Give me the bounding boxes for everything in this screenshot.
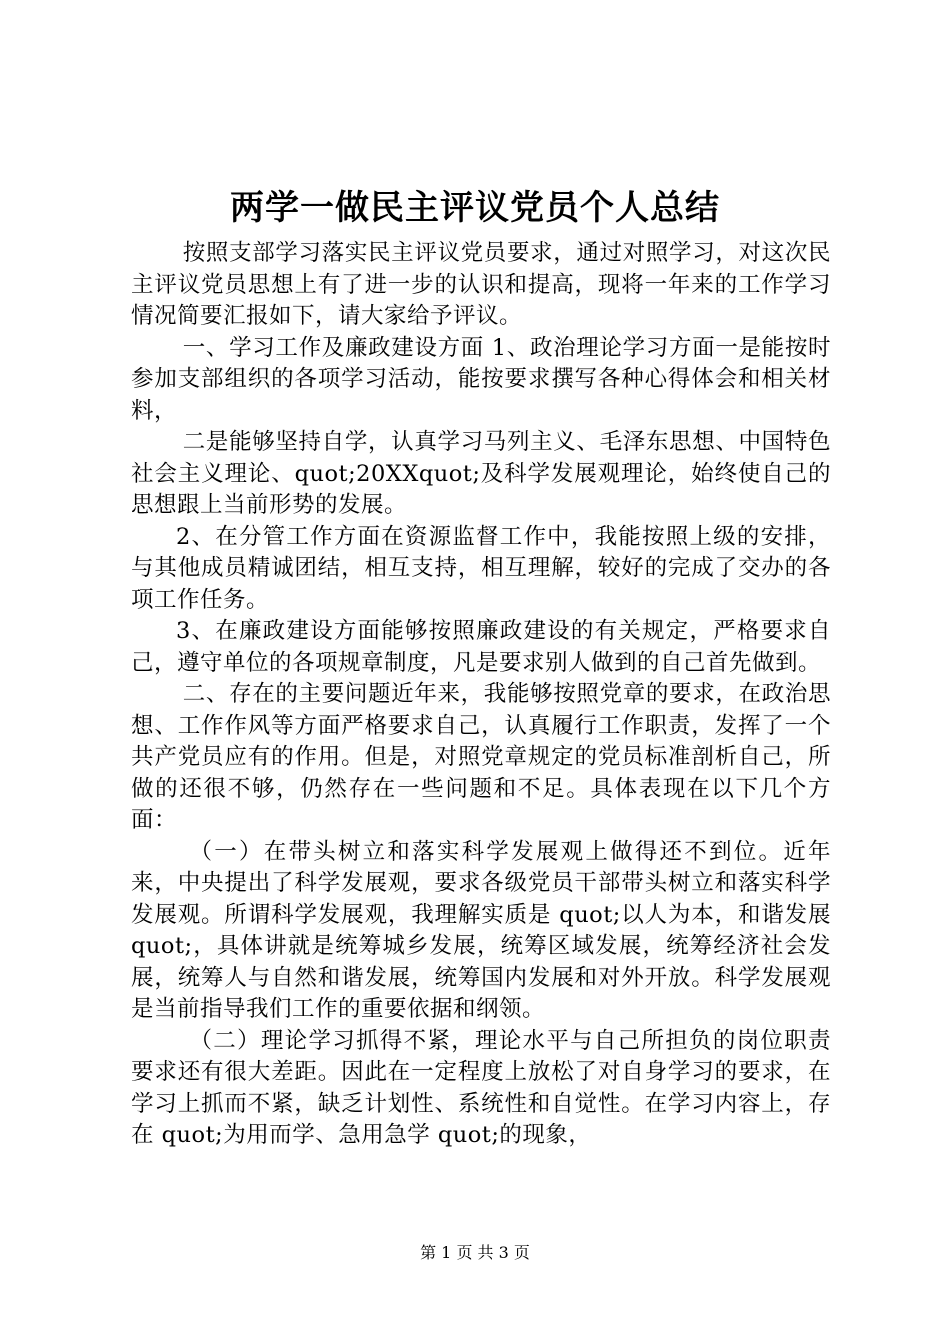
page-footer: 第 1 页 共 3 页 (420, 1243, 530, 1262)
document-body (131, 238, 831, 1152)
paragraph-item-2: 2、在分管工作方面在资源监督工作中，我能按照上级的安排，与其他成员精诚团结，相互支持，相互理解，较好的完成了交办的各项工作任务。 (131, 523, 831, 613)
paragraph-self-study: 二是能够坚持自学，认真学习马列主义、毛泽东思想、中国特色社会主义理论、quot;20XXquot;及科学发展观理论，始终使自己的思想跟上当前形势的发展。 (131, 429, 831, 518)
paragraph-problem-2: （二）理论学习抓得不紧，理论水平与自己所担负的岗位职责要求还有很大差距。因此在一定程度上放松了对自身学习的要求，在学习上抓而不紧，缺乏计划性、系统性和自觉性。在学习内容上，存在 quot;为用而学、急用急学 quot;的现象， (131, 1027, 831, 1148)
document-title: 两学一做民主评议党员个人总结 (230, 188, 720, 228)
paragraph-item-3: 3、在廉政建设方面能够按照廉政建设的有关规定，严格要求自己，遵守单位的各项规章制度，凡是要求别人做到的自己首先做到。 (131, 618, 831, 676)
paragraph-section-1: 一、学习工作及廉政建设方面 1、政治理论学习方面一是能按时参加支部组织的各项学习活动，能按要求撰写各种心得体会和相关材料， (131, 334, 831, 424)
paragraph-section-2: 二、存在的主要问题近年来，我能够按照党章的要求，在政治思想、工作作风等方面严格要求自己，认真履行工作职责，发挥了一个共产党员应有的作用。但是，对照党章规定的党员标准剖析自己，所做的还很不够，仍然存在一些问题和不足。具体表现在以下几个方面： (131, 681, 831, 833)
paragraph-problem-1: （一）在带头树立和落实科学发展观上做得还不到位。近年来，中央提出了科学发展观，要求各级党员干部带头树立和落实科学发展观。所谓科学发展观，我理解实质是 quot;以人为本，和谐发展 quot;，具体讲就是统筹城乡发展，统筹区域发展，统筹经济社会发展，统筹人与自然和谐发展，统筹国内发展和对外开放。科学发展观是当前指导我们工作的重要依据和纲领。 (131, 838, 831, 1022)
paragraph-intro: 按照支部学习落实民主评议党员要求，通过对照学习，对这次民主评议党员思想上有了进一步的认识和提高，现将一年来的工作学习情况简要汇报如下，请大家给予评议。 (131, 240, 831, 329)
